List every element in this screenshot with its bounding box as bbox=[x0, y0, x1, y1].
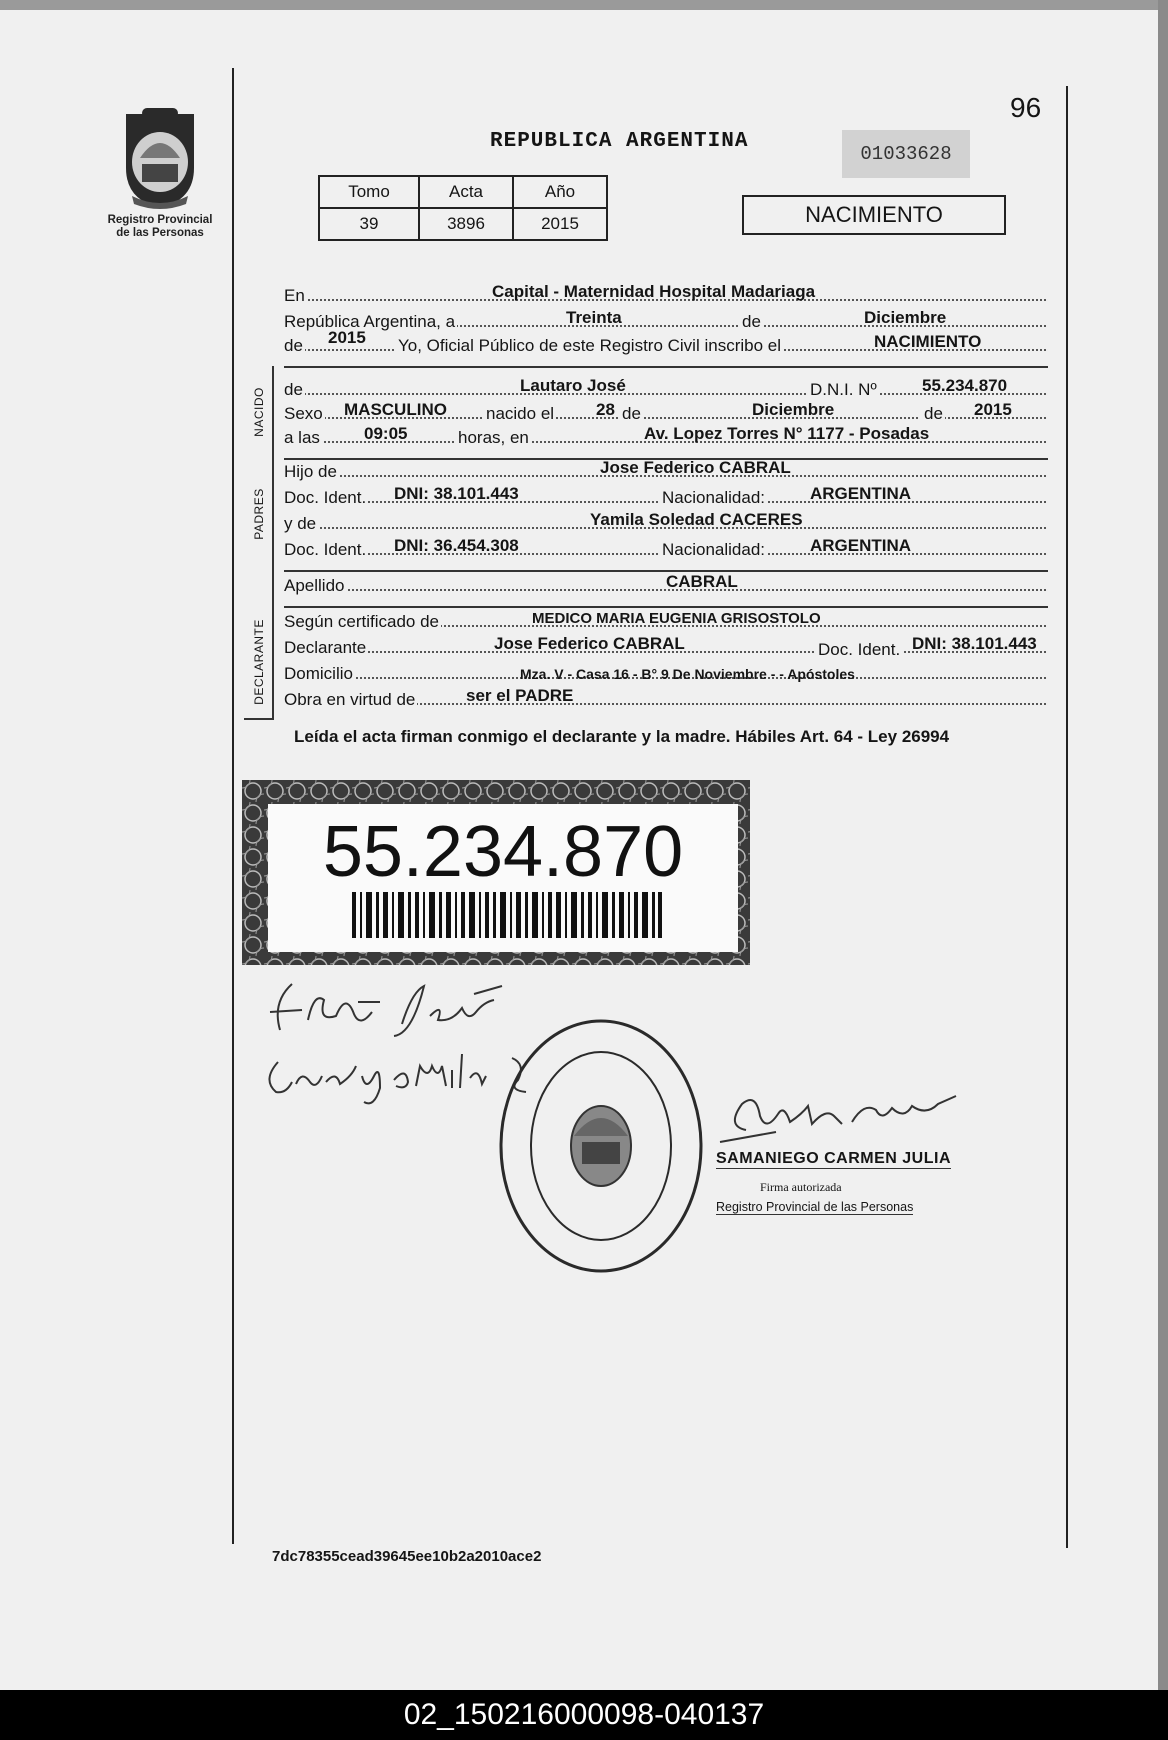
barcode-sticker bbox=[242, 780, 750, 965]
province-emblem-icon bbox=[112, 106, 208, 210]
de-label-2: de bbox=[618, 402, 643, 426]
a-las-label: a las bbox=[284, 426, 322, 450]
left-margin-line bbox=[232, 68, 234, 1544]
row-hijo-de bbox=[284, 460, 1046, 484]
mother-doc-label: Doc. Ident. bbox=[284, 538, 368, 562]
barcode-icon bbox=[352, 892, 662, 938]
father-doc-label: Doc. Ident. bbox=[284, 486, 368, 510]
fecha-dia-value: Treinta bbox=[566, 308, 622, 327]
registry-label-line1: Registro Provincial bbox=[107, 214, 213, 226]
serial-number: 01033628 bbox=[842, 130, 970, 178]
side-label-nacido: NACIDO bbox=[252, 387, 266, 437]
de2-label: de bbox=[284, 334, 305, 358]
y-de-label: y de bbox=[284, 512, 318, 536]
registro-label: Registro Provincial de las Personas bbox=[716, 1200, 914, 1214]
side-column-line bbox=[272, 366, 274, 718]
official-seal-icon bbox=[496, 1016, 706, 1276]
record-table-value-row bbox=[319, 208, 607, 240]
side-label-padres: PADRES bbox=[252, 488, 266, 540]
dni-label: D.N.I. Nº bbox=[808, 378, 879, 402]
nacido-dni: 55.234.870 bbox=[922, 376, 1008, 395]
domicilio-label: Domicilio bbox=[284, 662, 355, 686]
signature-child-icon bbox=[262, 972, 522, 1042]
side-label-declarante: DECLARANTE bbox=[252, 619, 266, 705]
declarante-doc: DNI: 38.101.443 bbox=[912, 634, 1037, 653]
tomo-value: 39 bbox=[319, 208, 419, 240]
separator-nacido bbox=[284, 366, 1048, 368]
obra-value: ser el PADRE bbox=[466, 686, 574, 705]
firma-autorizada-label: Firma autorizada bbox=[760, 1180, 842, 1194]
fecha-mes-value: Diciembre bbox=[864, 308, 947, 327]
row-certificado bbox=[284, 610, 1046, 634]
row-apellido bbox=[284, 574, 1046, 598]
mother-nat-label: Nacionalidad: bbox=[658, 538, 767, 562]
inscribo-value: NACIMIENTO bbox=[874, 332, 982, 351]
certificado-value: MEDICO MARIA EUGENIA GRISOSTOLO bbox=[532, 610, 821, 627]
birth-month: Diciembre bbox=[752, 400, 835, 419]
birth-year: 2015 bbox=[974, 400, 1012, 419]
republica-label: República Argentina, a bbox=[284, 310, 457, 334]
oficial-text: Yo, Oficial Público de este Registro Civil inscribo el bbox=[396, 334, 783, 358]
father-nationality: ARGENTINA bbox=[810, 484, 912, 503]
mother-doc: DNI: 36.454.308 bbox=[394, 536, 519, 555]
declarante-doc-label: Doc. Ident. bbox=[814, 638, 902, 662]
declarante-value: Jose Federico CABRAL bbox=[494, 634, 685, 653]
barcode-number: 55.234.870 bbox=[322, 812, 684, 892]
document-hash: 7dc78355cead39645ee10b2a2010ace2 bbox=[272, 1548, 542, 1565]
row-y-de bbox=[284, 512, 1046, 536]
year-value: 2015 bbox=[328, 328, 366, 347]
page-right-edge bbox=[1158, 0, 1168, 1700]
domicilio-value: Mza. V - Casa 16 - B° 9 De Noviembre - - Apóstoles bbox=[520, 666, 855, 682]
certificado-label: Según certificado de bbox=[284, 610, 441, 634]
en-label: En bbox=[284, 284, 307, 308]
record-table-header-row bbox=[319, 176, 607, 208]
row-obra bbox=[284, 688, 1046, 712]
footer-bar bbox=[0, 1690, 1168, 1740]
row-oficial bbox=[284, 328, 1046, 358]
tomo-header: Tomo bbox=[319, 176, 419, 208]
row-nacido-hora bbox=[284, 426, 1046, 450]
row-en bbox=[284, 284, 1046, 308]
closing-text: Leída el acta firman conmigo el declarante y la madre. Hábiles Art. 64 - Ley 26994 bbox=[294, 727, 950, 746]
obra-label: Obra en virtud de bbox=[284, 688, 417, 712]
country-title: REPUBLICA ARGENTINA bbox=[490, 130, 749, 153]
apellido-value: CABRAL bbox=[666, 572, 738, 591]
footer-id: 02_150216000098-040137 bbox=[403, 1698, 765, 1731]
father-name: Jose Federico CABRAL bbox=[600, 458, 791, 477]
en-value: Capital - Maternidad Hospital Madariaga bbox=[492, 282, 816, 301]
apellido-label: Apellido bbox=[284, 574, 347, 598]
row-mother-doc bbox=[284, 538, 1046, 562]
page-number: 96 bbox=[1010, 92, 1042, 123]
record-table bbox=[318, 175, 608, 241]
row-declarante bbox=[284, 636, 1046, 660]
sexo-label: Sexo bbox=[284, 402, 325, 426]
mother-name: Yamila Soledad CACERES bbox=[590, 510, 803, 529]
nacido-de-label: de bbox=[284, 378, 305, 402]
anio-value: 2015 bbox=[513, 208, 607, 240]
mother-nationality: ARGENTINA bbox=[810, 536, 912, 555]
birth-place: Av. Lopez Torres N° 1177 - Posadas bbox=[644, 424, 930, 443]
sexo-value: MASCULINO bbox=[344, 400, 447, 419]
right-margin-line bbox=[1066, 86, 1068, 1548]
horas-label: horas, en bbox=[454, 426, 531, 450]
de-label: de bbox=[740, 310, 763, 334]
father-nat-label: Nacionalidad: bbox=[658, 486, 767, 510]
acta-value: 3896 bbox=[419, 208, 513, 240]
row-father-doc bbox=[284, 486, 1046, 510]
nacido-name: Lautaro José bbox=[520, 376, 626, 395]
signature-official-icon bbox=[716, 1086, 976, 1146]
registry-label bbox=[90, 214, 230, 240]
birth-day: 28 bbox=[596, 400, 615, 419]
birth-time: 09:05 bbox=[364, 424, 408, 443]
side-column-bottom bbox=[244, 718, 274, 720]
nacido-el-label: nacido el bbox=[482, 402, 556, 426]
page-top-edge bbox=[0, 0, 1168, 10]
acta-header: Acta bbox=[419, 176, 513, 208]
document-type-box: NACIMIENTO bbox=[742, 195, 1006, 235]
de-label-3: de bbox=[920, 402, 945, 426]
hijo-de-label: Hijo de bbox=[284, 460, 339, 484]
row-domicilio bbox=[284, 662, 1046, 686]
declarante-label: Declarante bbox=[284, 636, 368, 660]
registry-label-line2: de las Personas bbox=[116, 227, 204, 239]
anio-header: Año bbox=[513, 176, 607, 208]
official-name: SAMANIEGO CARMEN JULIA bbox=[716, 1150, 952, 1167]
father-doc: DNI: 38.101.443 bbox=[394, 484, 519, 503]
